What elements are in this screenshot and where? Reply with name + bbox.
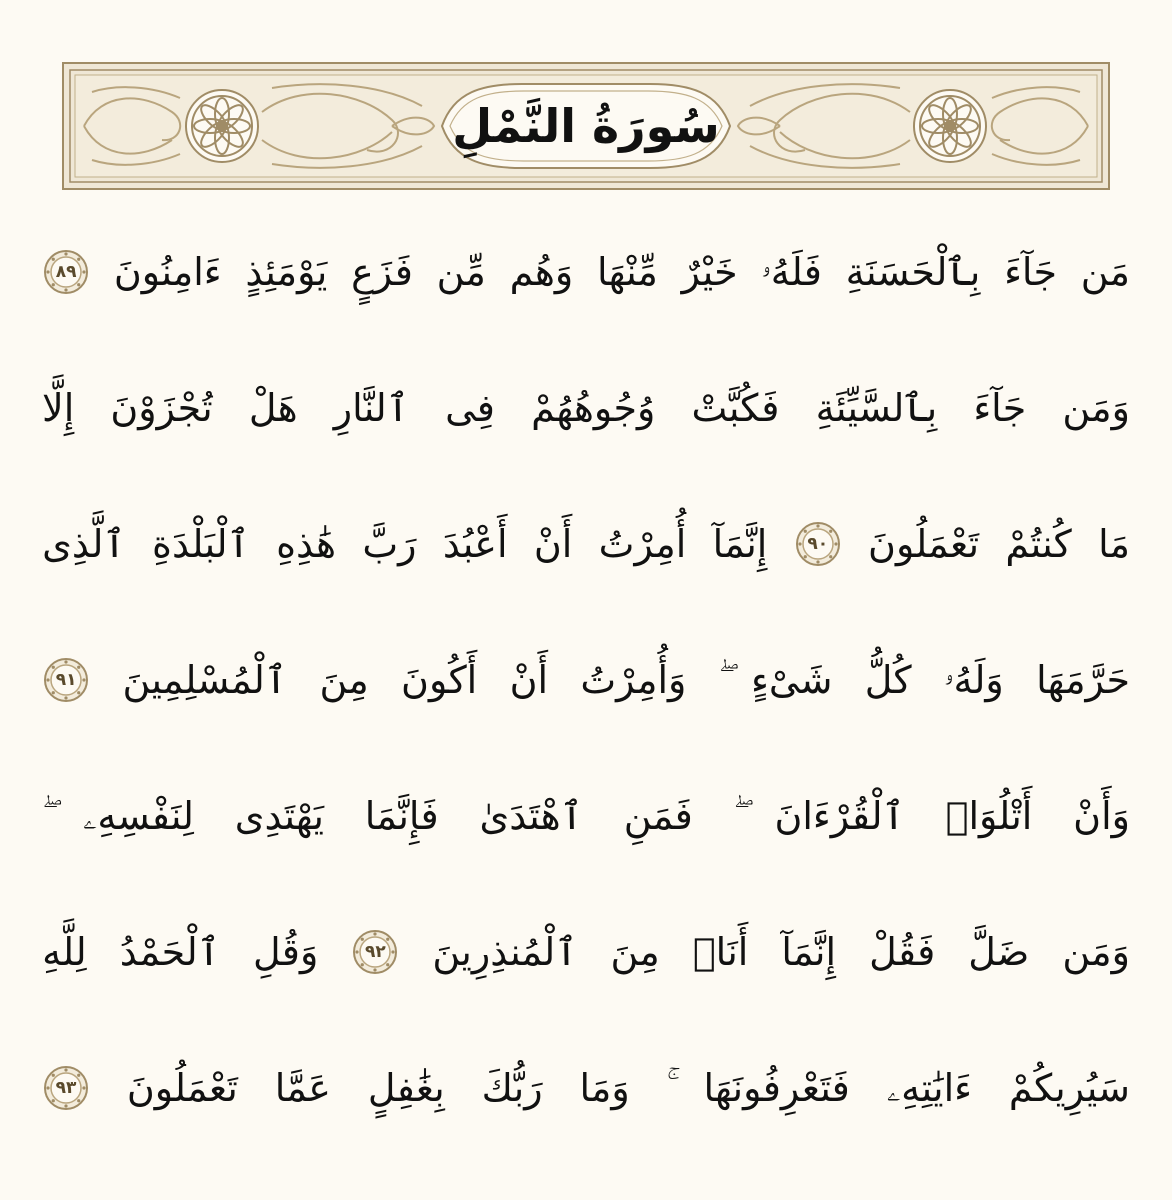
verse-word: إِنَّمَآ <box>781 930 837 974</box>
verse-word: بِٱلسَّيِّئَةِ <box>815 386 938 430</box>
verse-word: وَقُلِ <box>253 930 319 974</box>
ayah-number: ٨٩ <box>55 262 77 282</box>
surah-title: سُورَةُ النَّمْلِ <box>452 99 720 153</box>
verse-word: كُلُّ <box>864 658 912 702</box>
verse-word: وَهُم <box>509 250 574 294</box>
verse-word: ءَايَٰتِهِۦ <box>886 1065 973 1110</box>
verse-word: بِغَٰفِلٍ <box>367 1066 445 1110</box>
ayah-number: ٩٠ <box>807 534 829 554</box>
verse-word: فَلَهُۥ <box>761 249 822 294</box>
verse-word: ٱهْتَدَىٰ <box>479 794 583 838</box>
verse-word: كُنتُمْ <box>1005 522 1072 566</box>
verse-word: ٱلْمُسْلِمِينَ <box>122 658 288 702</box>
verse-word: إِنَّمَآ <box>712 522 768 566</box>
verse-word: مِّن <box>436 250 486 294</box>
verse-word: فَتَعْرِفُونَهَا <box>703 1066 850 1110</box>
verse-word: تُجْزَوْنَ <box>110 386 213 430</box>
ayah-number: ٩١ <box>55 670 77 690</box>
verse-word: ءَامِنُونَ <box>113 250 222 294</box>
verse-word: ٱلْمُنذِرِينَ <box>432 930 578 974</box>
verse-word: وَمَن <box>1062 930 1130 974</box>
verse-word: ٱلْحَمْدُ <box>119 930 220 974</box>
verse-word: وَمَا <box>579 1066 630 1110</box>
verse-word: حَرَّمَهَا <box>1036 658 1130 702</box>
verse-word: فَمَنِ <box>623 794 693 838</box>
verse-word: مِنَ <box>319 658 369 702</box>
verse-word: فَإِنَّمَا <box>364 794 439 838</box>
verse-word: وَمَن <box>1062 386 1130 430</box>
verse-word: هَٰذِهِ <box>276 522 337 566</box>
verse-word: مِّنْهَا <box>597 250 658 294</box>
verse-line-3 <box>42 494 1130 594</box>
verse-word: أَكُونَ <box>401 658 478 702</box>
ayah-number-marker <box>42 656 90 704</box>
verse-word: عَمَّا <box>274 1066 331 1110</box>
ayah-number-marker <box>794 520 842 568</box>
verse-word: أُمِرْتُ <box>598 522 687 566</box>
ayah-number: ٩٣ <box>55 1078 77 1098</box>
verse-word: وَأَنْ <box>1073 794 1130 838</box>
verse-word: تَعْمَلُونَ <box>868 522 980 566</box>
verse-word: خَيْرٌ <box>681 250 738 294</box>
verse-word: فَقُلْ <box>869 930 936 974</box>
verse-word: ٱلَّذِى <box>42 522 126 566</box>
verse-line-4 <box>42 630 1130 730</box>
ayah-number-marker <box>42 248 90 296</box>
verse-word: يَهْتَدِى <box>234 794 324 838</box>
ayah-number-marker <box>351 928 399 976</box>
ayah-number: ٩٢ <box>364 942 386 962</box>
verse-word: إِلَّا <box>42 386 75 430</box>
verse-word: أَنْ <box>509 658 549 702</box>
verse-word: ٱلْقُرْءَانَ <box>774 794 905 838</box>
verse-word: وَأُمِرْتُ <box>580 658 687 702</box>
verse-word: رَبَّ <box>362 522 417 566</box>
verse-word: أَنَا۠ <box>692 930 749 974</box>
verse-word: مَا <box>1098 522 1130 566</box>
verse-word: فَكُبَّتْ <box>691 386 780 430</box>
verse-word: فَزَعٍ <box>351 250 413 294</box>
verse-word: يَوْمَئِذٍ <box>245 250 328 294</box>
verse-line-5 <box>42 766 1130 866</box>
verse-word: بِٱلْحَسَنَةِ <box>845 250 981 294</box>
verse-word: ٱلنَّارِ <box>333 386 410 430</box>
verse-word: فِى <box>445 386 495 430</box>
verse-word: لِنَفْسِهِۦ <box>82 793 194 838</box>
verse-word: رَبُّكَ <box>481 1066 543 1110</box>
verse-line-1 <box>42 222 1130 322</box>
verse-line-7 <box>42 1038 1130 1138</box>
verse-word: ٱلْبَلْدَةِ <box>152 522 250 566</box>
verse-word: أَعْبُدَ <box>442 522 508 566</box>
ayah-number-marker <box>42 1064 90 1112</box>
verse-word: أَنْ <box>533 522 573 566</box>
verse-word: لِلَّهِ <box>42 930 87 974</box>
verse-word: ضَلَّ <box>968 930 1030 974</box>
verse-word: تَعْمَلُونَ <box>126 1066 238 1110</box>
verse-word: وَلَهُۥ <box>943 657 1004 702</box>
verse-text-area <box>42 222 1130 1182</box>
verse-word: هَلْ <box>248 386 298 430</box>
verse-word: مِنَ <box>610 930 660 974</box>
verse-word: أَتْلُوَا۟ <box>945 794 1033 838</box>
verse-word: وُجُوهُهُمْ <box>531 386 656 430</box>
verse-word: جَآءَ <box>973 386 1027 430</box>
verse-line-2 <box>42 358 1130 458</box>
verse-word: شَىْءٍ <box>751 658 833 702</box>
surah-header-frame <box>62 62 1110 190</box>
verse-word: سَيُرِيكُمْ <box>1008 1066 1130 1110</box>
verse-word: جَآءَ <box>1004 250 1057 294</box>
verse-line-6 <box>42 902 1130 1002</box>
verse-word: مَن <box>1080 250 1130 294</box>
